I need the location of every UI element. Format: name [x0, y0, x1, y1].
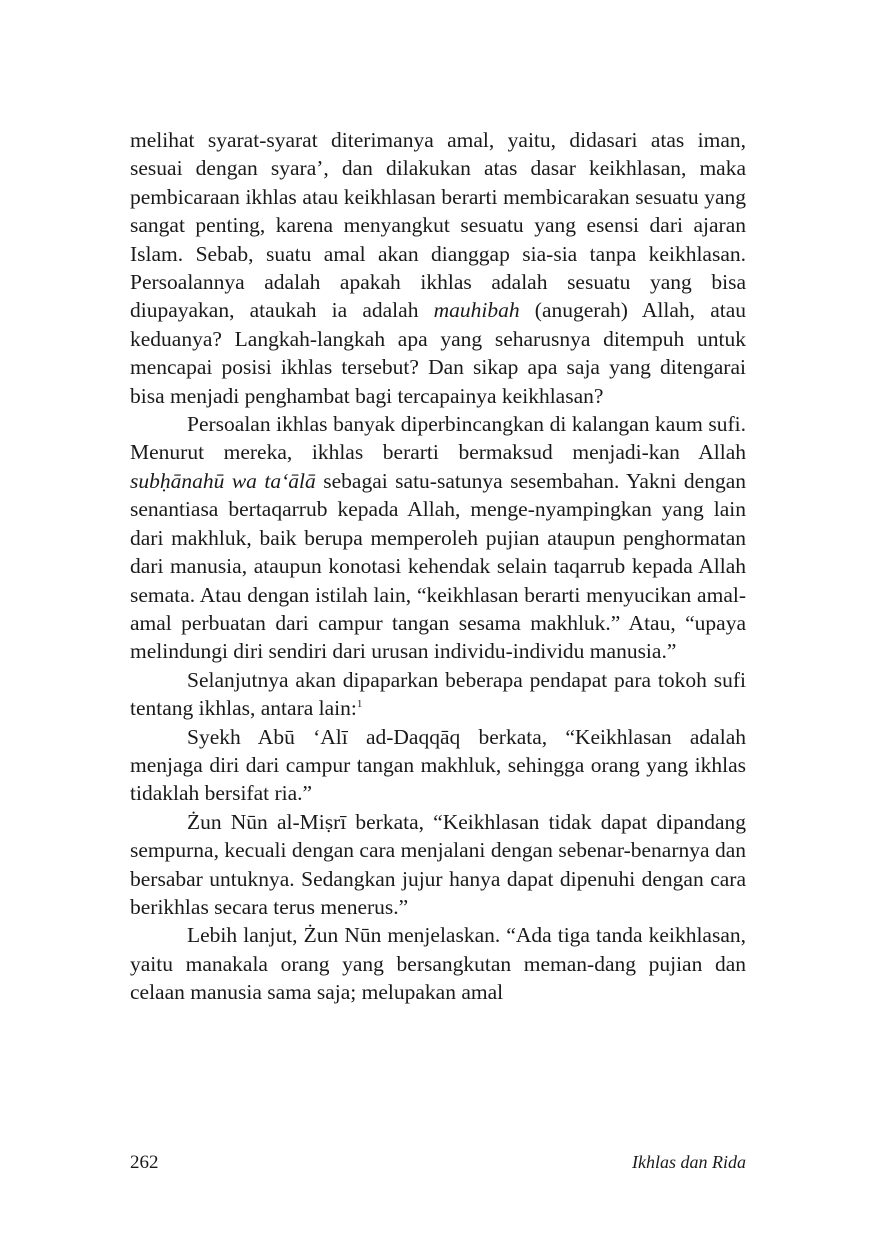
paragraph	[130, 723, 746, 808]
footnote-marker: 1	[356, 698, 363, 711]
italic-term: mauhibah	[433, 298, 520, 323]
text-run: Lebih lanjut, Żun Nūn menjelaskan. “Ada tiga tanda keikhlasan, yaitu manakala orang yang bersangkutan meman-dang pujian dan celaan manusia sama saja; melupakan amal	[130, 923, 746, 1005]
paragraph	[130, 921, 746, 1006]
text-run: (anugerah) Allah, atau keduanya? Langkah-langkah apa yang seharusnya ditempuh untuk mencapai posisi ikhlas tersebut? Dan sikap apa saja yang ditengarai bisa menjadi penghambat bagi tercapainya keikhlasan?	[130, 298, 746, 408]
text-run: melihat syarat-syarat diterimanya amal, yaitu, didasari atas iman, sesuai dengan syara’, dan dilakukan atas dasar keikhlasan, maka pembicaraan ikhlas atau keikhlasan berarti membicarakan sesuatu yang sangat penting, karena menyangkut sesuatu yang esensi dari ajaran Islam. Sebab, suatu amal akan dianggap sia-sia tanpa keikhlasan. Persoalannya adalah apakah ikhlas adalah sesuatu yang bisa diupayakan, ataukah ia adalah	[130, 128, 746, 323]
text-run: sebagai satu-satunya sesembahan. Yakni dengan senantiasa bertaqarrub kepada Allah, menge-nyampingkan yang lain dari makhluk, baik berupa memperoleh pujian ataupun penghormatan dari manusia, ataupun konotasi kehendak selain taqarrub kepada Allah semata. Atau dengan istilah lain, “keikhlasan berarti menyucikan amal-amal perbuatan dari campur tangan sesama makhluk.” Atau, “upaya melindungi diri sendiri dari urusan individu-individu manusia.”	[130, 468, 746, 664]
italic-term: subḥānahū wa ta‘ālā	[130, 468, 316, 493]
text-run: Persoalan ikhlas banyak diperbincangkan di kalangan kaum sufi. Menurut mereka, ikhlas berarti bermaksud menjadi-kan Allah	[130, 412, 746, 465]
body-text	[130, 126, 746, 1007]
running-title: Ikhlas dan Rida	[632, 1152, 746, 1172]
paragraph	[130, 126, 746, 410]
page-number: 262	[130, 1152, 159, 1173]
text-run: Syekh Abū ‘Alī ad-Daqqāq berkata, “Keikhlasan adalah menjaga diri dari campur tangan makhluk, sehingga orang yang ikhlas tidaklah bersifat ria.”	[130, 724, 746, 806]
text-run: Selanjutnya akan dipaparkan beberapa pendapat para tokoh sufi tentang ikhlas, antara lain:	[130, 667, 746, 721]
paragraph	[130, 410, 746, 666]
paragraph	[130, 666, 746, 723]
text-run: Żun Nūn al-Miṣrī berkata, “Keikhlasan tidak dapat dipandang sempurna, kecuali dengan cara menjalani dengan sebenar-benarnya dan bersabar untuknya. Sedangkan jujur hanya dapat dipenuhi dengan cara berikhlas secara terus menerus.”	[130, 809, 746, 919]
paragraph	[130, 808, 746, 922]
page-footer	[130, 1148, 746, 1178]
